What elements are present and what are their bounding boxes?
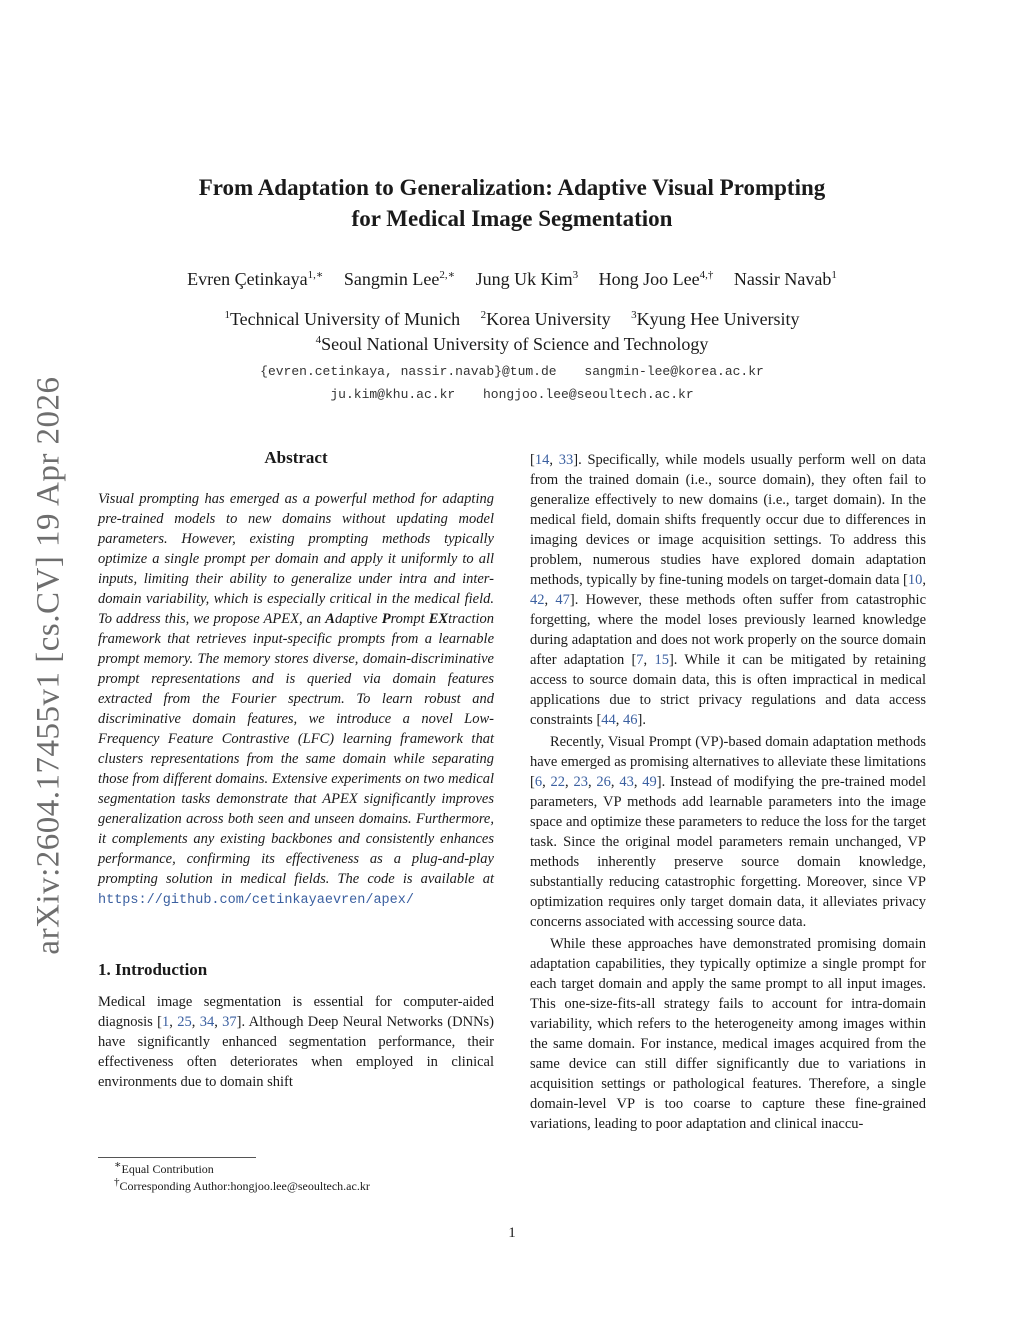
affiliation-line-1 bbox=[0, 307, 1024, 332]
author-mark: 2,∗ bbox=[439, 269, 456, 281]
email: hongjoo.lee@seoultech.ac.kr bbox=[483, 387, 694, 402]
abstract-bold-letter: A bbox=[325, 611, 335, 627]
affiliation-list bbox=[0, 307, 1024, 357]
intro-paragraph-1-continued: [14, 33]. Specifically, while models usually perform well on data from the trained domain (i.e., source domain), they often fail to generalize effectively to new domains (i.e., target domain). In the medical field, domain shifts frequently occur due to differences in imaging devices or image acquisition settings. To address this problem, numerous studies have explored domain adaptation methods, typically by fine-tuning models on target-domain data [10, 42, 47]. However, these methods often suffer from catastrophic forgetting, where the model loses previously learned knowledge during adaptation and does not work properly on the source domain after adaptation [7, 15]. While it can be mitigated by retaining access to source domain data, this is often impractical in medical applications due to strict privacy regulations and data access constraints [44, 46]. bbox=[530, 452, 927, 728]
author-name: Nassir Navab bbox=[733, 269, 832, 289]
author-name: Hong Joo Lee bbox=[598, 269, 700, 289]
affiliation-name: Korea University bbox=[486, 309, 611, 329]
paragraph-text: ]. Although Deep Neural Networks (DNNs) have significantly enhanced segmentation performance, their effectiveness often deteriorates when employed in clinical environments due to domain shift bbox=[98, 1014, 495, 1090]
left-column bbox=[98, 448, 494, 1092]
footnote bbox=[98, 1161, 494, 1178]
email: ju.kim@khu.ac.kr bbox=[330, 387, 456, 402]
citation-link[interactable]: 26 bbox=[596, 774, 611, 790]
author-name: Sangmin Lee bbox=[343, 269, 440, 289]
paragraph-text: ]. However, these methods often suffer from catastrophic forgetting, where the model loses previously learned knowledge during adaptation and does not work properly on the source domain after adaptation [ bbox=[530, 592, 926, 668]
paragraph-text: ]. Specifically, while models usually perform well on data from the trained domain (i.e., source domain), they often fail to generalize effectively to new domains (i.e., target domain). In the medical field, domain shifts frequently occur due to differences in imaging devices or image acquisition settings. To address this problem, numerous studies have explored domain adaptation methods, typically by fine-tuning models on target-domain data [ bbox=[530, 452, 926, 588]
abstract-bold-letter: EX bbox=[428, 611, 449, 627]
arxiv-stamp bbox=[28, 370, 70, 960]
citation-link[interactable]: 47 bbox=[555, 592, 570, 608]
author-name: Evren Çetinkaya bbox=[187, 269, 308, 289]
intro-paragraph-1: Medical image segmentation is essential for computer-aided diagnosis [1, 25, 34, 37]. Although Deep Neural Networks (DNNs) have significantly enhanced segmentation performance, their effectiveness often deteriorates when employed in clinical environments due to domain shift bbox=[98, 994, 495, 1090]
paragraph-text: Medical image segmentation is essential for computer-aided diagnosis [ bbox=[98, 994, 494, 1030]
intro-paragraph-3: While these approaches have demonstrated promising domain adaptation capabilities, they typically optimize a single prompt for each target domain and apply the same prompt to all input images. This one-size-fits-all strategy fails to account for intra-domain variability, which refers to the heterogeneity among images within the same domain. For instance, medical images acquired from the same device can still differ significantly due to variations in acquisition settings or pathological features. Therefore, a single domain-level VP is too coarse to capture these fine-grained variations, leading to poor adaptation and clinical inaccu- bbox=[530, 936, 926, 1132]
affiliation-mark: 3 bbox=[631, 309, 637, 321]
author bbox=[344, 269, 455, 289]
affiliation-name: Kyung Hee University bbox=[636, 309, 800, 329]
author bbox=[599, 269, 714, 289]
affiliation-mark: 4 bbox=[315, 334, 322, 346]
abstract-text: daptive bbox=[334, 611, 382, 627]
email-line-2 bbox=[0, 383, 1024, 406]
paragraph-text: ]. bbox=[637, 712, 646, 728]
author-list bbox=[0, 269, 1024, 290]
footnote-text: Corresponding Author:hongjoo.lee@seoultech.ac.kr bbox=[119, 1179, 370, 1193]
abstract-bold-letter: P bbox=[381, 611, 391, 627]
affiliation bbox=[481, 309, 611, 329]
footnote-text: Equal Contribution bbox=[121, 1162, 214, 1176]
email: sangmin-lee@korea.ac.kr bbox=[584, 364, 764, 379]
citation-link[interactable]: 43 bbox=[619, 774, 634, 790]
abstract-text: Visual prompting has emerged as a powerful method for adapting pre-trained models to new domains without updating model parameters. However, existing prompting methods typically optimize a single prompt per domain and apply it uniformly to all inputs, limiting their ability to generalize under intra and inter-domain variability, which is especially critical in the medical field. To address this, we propose APEX, an bbox=[98, 491, 494, 627]
citation-link[interactable]: 6 bbox=[534, 774, 543, 790]
citation-link[interactable]: 23 bbox=[573, 774, 588, 790]
paragraph-text: [ bbox=[530, 452, 535, 468]
abstract-text: traction framework that retrieves input-specific prompts from a learnable prompt memory. The memory stores diverse, domain-discriminative prompt representations and is queried via domain features extracted from the Fourier spectrum. To learn robust and discriminative domain features, we introduce a novel Low-Frequency Feature Contrastive (LFC) learning framework that clusters representations from the same domain while separating those from different domains. Extensive experiments on two medical segmentation tasks demonstrate that APEX significantly improves generalization across both seen and unseen domains. Furthermore, it complements any existing backbones and consistently enhances performance, confirming its effectiveness as a plug-and-play prompting solution in medical fields. The code is available at bbox=[98, 611, 495, 887]
affiliation-name: Technical University of Munich bbox=[229, 309, 461, 329]
paragraph-text: Recently, Visual Prompt (VP)-based domain adaptation methods have emerged as promising alternatives to alleviate these limitations [ bbox=[530, 734, 926, 790]
citation-link[interactable]: 15 bbox=[654, 652, 669, 668]
citation-link[interactable]: 34 bbox=[199, 1014, 215, 1030]
author-mark: 1,∗ bbox=[307, 269, 324, 281]
citation-link[interactable]: 25 bbox=[177, 1014, 192, 1030]
citation-link[interactable]: 10 bbox=[907, 572, 923, 588]
abstract-body bbox=[98, 489, 494, 911]
intro-paragraph-2: Recently, Visual Prompt (VP)-based domain adaptation methods have emerged as promising alternatives to alleviate these limitations [6, 22, 23, 26, 43, 49]. Instead of modifying the pre-trained model parameters, VP methods add learnable parameters into the image space and optimize these parameters to reduce the loss for the target task. Since the original model parameters remain unchanged, VP methods inherently preserve source domain knowledge, substantially reducing catastrophic forgetting. Moreover, since VP optimization requires only target domain data, it alleviates privacy concerns associated with accessing source data. bbox=[530, 734, 927, 930]
author-mark: 4,† bbox=[699, 269, 714, 281]
abstract-heading: Abstract bbox=[264, 448, 328, 467]
affiliation bbox=[224, 309, 460, 329]
author-name: Jung Uk Kim bbox=[475, 269, 573, 289]
right-column bbox=[530, 450, 926, 1134]
arxiv-stamp-text: arXiv:2604.17455v1 [cs.CV] 19 Apr 2026 bbox=[30, 375, 67, 955]
affiliation-name: Seoul National University of Science and Technology bbox=[321, 334, 709, 354]
affiliation-mark: 2 bbox=[480, 309, 487, 321]
citation-link[interactable]: 46 bbox=[623, 712, 638, 728]
paragraph-text: ]. Instead of modifying the pre-trained model parameters, VP methods add learnable parameters into the image space and optimize these parameters to reduce the loss for the target task. Since the original model parameters remain unchanged, VP methods inherently preserve source domain knowledge, substantially reducing catastrophic forgetting. Moreover, since VP optimization requires only target domain data, it alleviates privacy concerns associated with accessing source data. bbox=[530, 774, 927, 930]
title-line-2: for Medical Image Segmentation bbox=[351, 206, 673, 231]
affiliation-mark: 1 bbox=[224, 309, 230, 321]
citation-link[interactable]: 22 bbox=[550, 774, 566, 790]
author-mark: 3 bbox=[572, 269, 579, 281]
footnote-rule bbox=[98, 1157, 256, 1158]
footnote-mark: † bbox=[114, 1176, 120, 1188]
author-mark: 1 bbox=[831, 269, 837, 281]
citation-link[interactable]: 14 bbox=[534, 452, 550, 468]
email: {evren.cetinkaya, nassir.navab}@tum.de bbox=[260, 364, 557, 379]
title-block bbox=[0, 172, 1024, 234]
citation-link[interactable]: 7 bbox=[636, 652, 644, 668]
footnote-mark: ∗ bbox=[114, 1159, 122, 1171]
citation-link[interactable]: 1 bbox=[161, 1014, 170, 1030]
introduction-heading: 1. Introduction bbox=[98, 960, 208, 979]
paragraph-text: ]. While it can be mitigated by retaining access to source domain data, this is often impractical in medical applications due to strict privacy regulations and data access constraints [ bbox=[530, 652, 927, 728]
page-number: 1 bbox=[508, 1225, 516, 1241]
abstract-text: rompt bbox=[390, 611, 429, 627]
author bbox=[734, 269, 837, 289]
code-link[interactable]: https://github.com/cetinkayaevren/apex/ bbox=[98, 893, 414, 908]
email-line-1 bbox=[0, 360, 1024, 383]
author bbox=[187, 269, 323, 289]
author bbox=[476, 269, 579, 289]
paper-title bbox=[0, 172, 1024, 234]
citation-link[interactable]: 44 bbox=[601, 712, 616, 728]
citation-link[interactable]: 33 bbox=[558, 452, 574, 468]
footnotes bbox=[98, 1157, 494, 1195]
affiliation bbox=[631, 309, 799, 329]
footnote bbox=[98, 1178, 494, 1195]
citation-link[interactable]: 42 bbox=[530, 592, 545, 608]
citation-link[interactable]: 49 bbox=[642, 774, 657, 790]
email-list bbox=[0, 360, 1024, 406]
affiliation bbox=[316, 334, 709, 354]
affiliation-line-2 bbox=[0, 332, 1024, 357]
citation-link[interactable]: 37 bbox=[222, 1014, 237, 1030]
title-line-1: From Adaptation to Generalization: Adaptive Visual Prompting bbox=[198, 175, 826, 200]
